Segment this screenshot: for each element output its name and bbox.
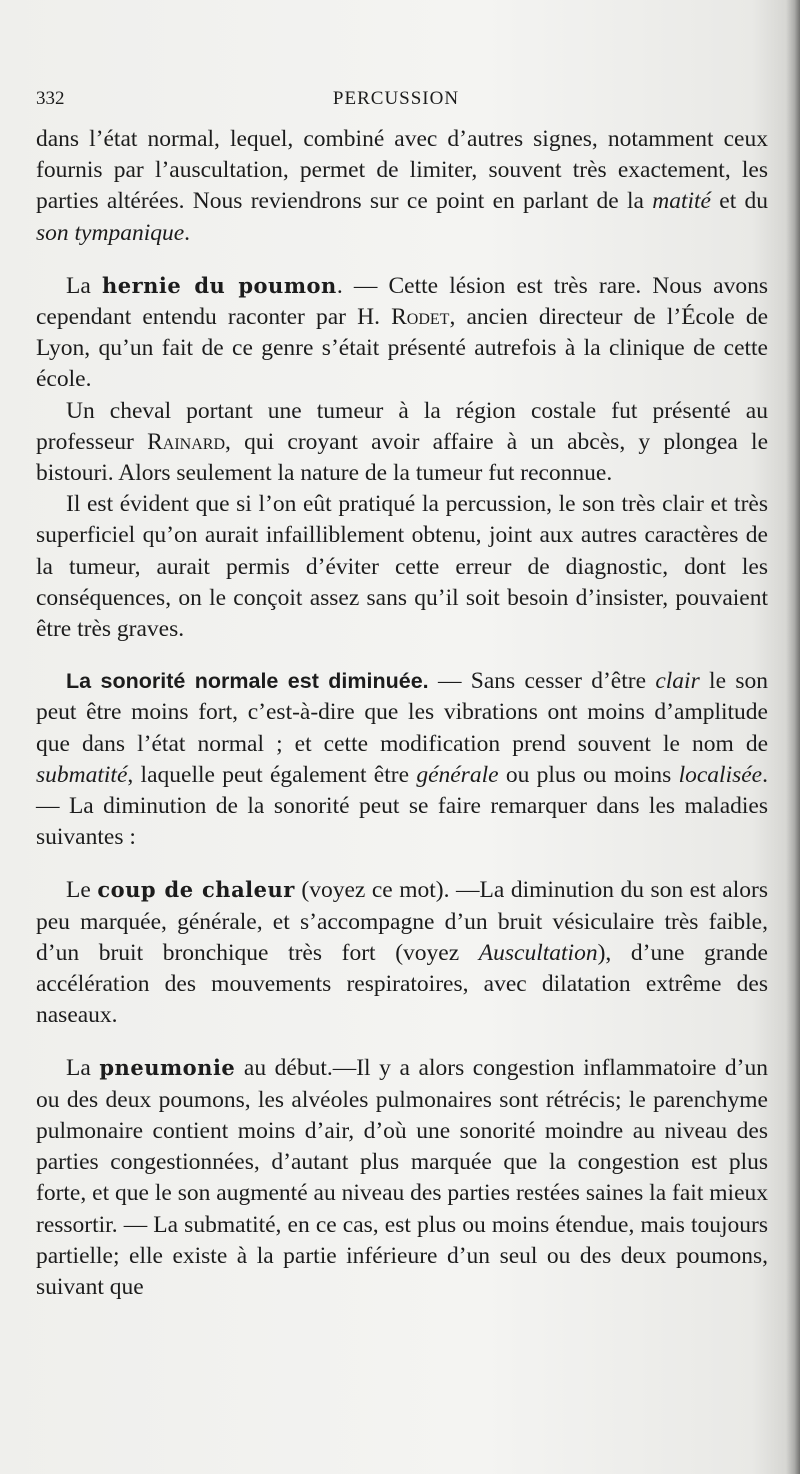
paragraph-coup-de-chaleur <box>36 874 768 1031</box>
text-run: Il est évident que si l’on eût pratiqué la percussion, le son très clair et très superficiel qu’on aurait infailliblement obtenu, joint aux autres caractères de la tumeur, aurait permis d’éviter cette erreur de diagnostic, dont les conséquences, on le conçoit assez sans qu’il soit besoin d’insister, pouvaient être très graves. <box>36 491 768 643</box>
term-auscultation: Auscultation <box>478 939 598 966</box>
text-run: (voyez ce mot). —La diminution du son est alors peu marquée, générale, et s’accompagne d’un bruit vésiculaire très faible, d’un bruit bronchique très fort (voyez <box>36 877 768 966</box>
text-run: et du <box>711 188 768 215</box>
page-edge-shadow <box>786 0 800 1474</box>
text-run: , qui croyant avoir affaire à un abcès, y plongea le bistouri. Alors seulement la nature de la tumeur fut reconnue. <box>36 428 768 487</box>
text-run: le son peut être moins fort, c’est-à-dire que les vibrations ont moins d’amplitude que dans l’état normal ; et cette modification prend souvent le nom de <box>36 668 768 757</box>
page-number: 332 <box>36 88 65 109</box>
name-rainard: Rainard <box>147 428 226 455</box>
text-run: Un cheval portant une tumeur à la région costale fut présenté au professeur <box>36 397 768 455</box>
paragraph-continuation <box>36 124 768 249</box>
term-localisee: localisée <box>678 761 763 788</box>
subheading-pneumonie: pneumonie <box>99 1055 236 1081</box>
text-run: dans l’état normal, lequel, combiné avec d’autres signes, notamment ceux fournis par l’auscultation, permet de limiter, souvent très exactement, les parties altérées. Nous reviendrons sur ce point en parlant de la <box>36 126 768 215</box>
text-run: ), d’une grande accélération des mouvements respiratoires, avec dilatation extrême des naseaux. <box>36 939 768 1029</box>
text-run: , laquelle peut également être <box>127 761 417 788</box>
text-run: — Sans cesser d’être <box>428 668 656 695</box>
paragraph-evident <box>36 489 768 645</box>
running-head: PERCUSSION <box>332 88 460 109</box>
paragraph-hernie <box>36 270 768 396</box>
page-body <box>36 124 768 1303</box>
text-run: . — La diminution de la sonorité peut se faire remarquer dans les maladies suivantes : <box>36 761 768 851</box>
term-matite: matité <box>652 188 711 215</box>
text-run: , ancien directeur de l’École de Lyon, qu’un fait de ce genre s’était présenté autrefois à la clinique de cette école. <box>36 304 769 393</box>
term-generale: générale <box>416 761 499 788</box>
page-header <box>36 88 756 116</box>
text-run: . <box>184 219 191 246</box>
paragraph-pneumonie <box>36 1052 768 1303</box>
paragraph-cheval <box>36 396 768 490</box>
text-run: . — Cette lésion est très rare. Nous avons cependant entendu raconter par H. <box>36 272 768 331</box>
text-run: au début.—Il y a alors congestion inflammatoire d’un ou des deux poumons, les alvéoles pulmonaires sont rétrécis; le parenchyme pulmonaire contient moins d’air, d’où une sonorité moindre au niveau des parties congestionnées, d’autant plus marquée que la congestion est plus forte, et que le son augmenté au niveau des parties restées saines la fait mieux ressortir. — La submatité, en ce cas, est plus ou moins étendue, mais toujours partielle; elle existe à la partie inférieure d’un seul ou des deux poumons, suivant que <box>36 1055 768 1300</box>
term-clair: clair <box>655 668 700 695</box>
text-run: La <box>66 1055 100 1082</box>
term-submatite: submatité <box>36 761 128 788</box>
text-run: ou plus ou moins <box>498 761 679 788</box>
subheading-hernie-du-poumon: hernie du poumon <box>101 272 337 298</box>
subheading-coup-de-chaleur: coup de chaleur <box>97 877 295 903</box>
text-run: Le <box>66 877 98 904</box>
name-rodet: Rodet <box>391 304 450 331</box>
paragraph-sonorite-diminuee <box>36 666 768 853</box>
section-heading: La sonorité normale est diminuée. <box>66 669 429 694</box>
term-son-tympanique: son tympanique <box>36 219 185 246</box>
text-run: La <box>66 272 102 299</box>
